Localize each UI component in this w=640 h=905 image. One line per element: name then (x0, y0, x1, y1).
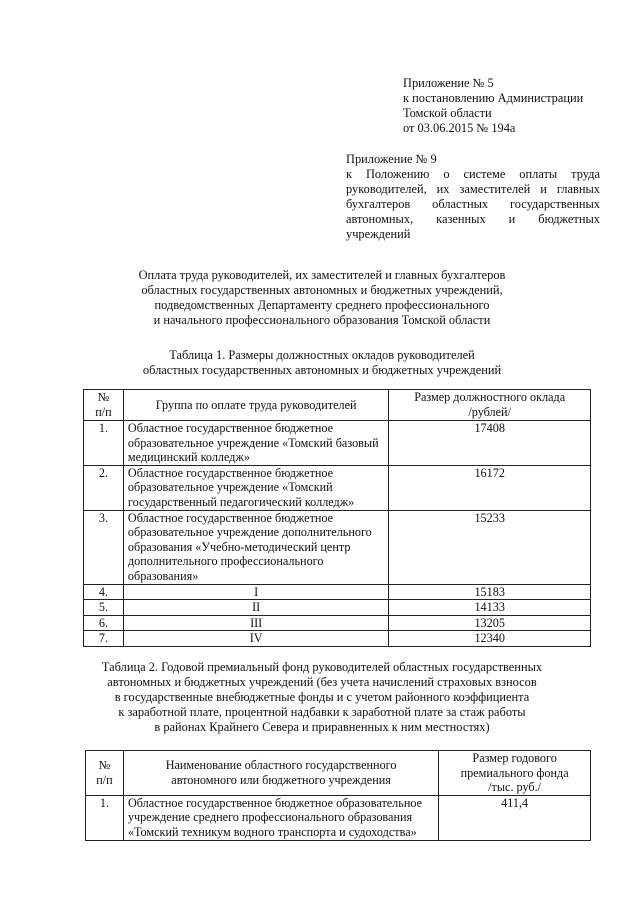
appendix-9-line: к Положению о системе оплаты труда (346, 167, 600, 181)
row-num: 6. (84, 615, 124, 631)
title-line: областных государственных автономных и бюджетных учреждений, (141, 283, 503, 297)
appendix-5-line: к постановлению Администрации (403, 91, 584, 105)
caption-line: в государственные внебюджетные фонды и с учетом районного коэффициента (114, 690, 530, 704)
row-num: 2. (84, 465, 124, 510)
row-group: II (123, 600, 388, 616)
row-name: Областное государственное бюджетное образовательное учреждение «Томский государственный педагогический колледж» (123, 465, 388, 510)
title-line: Оплата труда руководителей, их заместителей и главных бухгалтеров (138, 268, 506, 282)
appendix-5-line: Приложение № 5 (403, 76, 494, 90)
table-header-row (84, 390, 591, 421)
appendix-9-line: бухгалтеров областных государственных (346, 197, 600, 211)
row-num: 4. (84, 584, 124, 600)
header-num: № п/п (84, 390, 124, 421)
table-row (84, 600, 591, 616)
header-num: № п/п (86, 751, 124, 796)
table-row (84, 631, 591, 647)
table-row (84, 510, 591, 584)
title-line: подведомственных Департаменту среднего профессионального (154, 298, 490, 312)
title-line: и начального профессионального образования Томской области (153, 313, 491, 327)
caption-line: Таблица 1. Размеры должностных окладов руководителей (169, 348, 475, 362)
appendix-9-line: учреждений (346, 227, 411, 241)
row-name: Областное государственное бюджетное образовательное учреждение среднего профессионального образования «Томский техникум водного транспорта и судоходства» (123, 795, 438, 840)
row-value: 16172 (389, 465, 591, 510)
row-num: 1. (86, 795, 124, 840)
caption-line: Таблица 2. Годовой премиальный фонд руководителей областных государственных (101, 660, 543, 674)
row-group: I (123, 584, 388, 600)
document-title (60, 268, 584, 328)
caption-line: областных государственных автономных и бюджетных учреждений (142, 363, 502, 377)
header-group: Группа по оплате труда руководителей (123, 390, 388, 421)
table-row (84, 584, 591, 600)
row-value: 15183 (389, 584, 591, 600)
caption-line: в районах Крайнего Севера и приравненных к ним местностях) (154, 720, 490, 734)
row-name: Областное государственное бюджетное образовательное учреждение дополнительного образования «Учебно-методический центр дополнительного профессионального образования» (123, 510, 388, 584)
row-name: Областное государственное бюджетное образовательное учреждение «Томский базовый медицинский колледж» (123, 421, 388, 466)
appendix-9-line: автономных, казенных и бюджетных (346, 212, 600, 226)
header-salary: Размер должностного оклада /рублей/ (389, 390, 591, 421)
salary-table (83, 389, 591, 647)
appendix-9-heading: Приложение № 9 (346, 152, 437, 166)
caption-line: автономных и бюджетных учреждений (без учета начислений страховых взносов (107, 675, 537, 689)
table-row (86, 795, 591, 840)
row-value: 13205 (389, 615, 591, 631)
table-row (84, 465, 591, 510)
appendix-9-block (346, 152, 600, 242)
row-num: 1. (84, 421, 124, 466)
row-value: 12340 (389, 631, 591, 647)
table-header-row (86, 751, 591, 796)
table-row (84, 421, 591, 466)
row-value: 17408 (389, 421, 591, 466)
row-group: IV (123, 631, 388, 647)
caption-line: к заработной плате, процентной надбавки к заработной плате за стаж работы (118, 705, 526, 719)
row-value: 14133 (389, 600, 591, 616)
table-row (84, 615, 591, 631)
appendix-5-line: от 03.06.2015 № 194а (403, 121, 516, 135)
row-num: 5. (84, 600, 124, 616)
row-group: III (123, 615, 388, 631)
appendix-9-line: руководителей, их заместителей и главных (346, 182, 600, 196)
appendix-5-line: Томской области (403, 106, 492, 120)
appendix-5-block (403, 76, 603, 136)
row-num: 3. (84, 510, 124, 584)
bonus-fund-table (85, 750, 591, 841)
row-value: 15233 (389, 510, 591, 584)
table-2-caption (60, 660, 584, 735)
header-fund: Размер годового премиального фонда /тыс. руб./ (439, 751, 591, 796)
row-num: 7. (84, 631, 124, 647)
header-name: Наименование областного государственного автономного или бюджетного учреждения (123, 751, 438, 796)
table-1-caption (60, 348, 584, 378)
row-value: 411,4 (439, 795, 591, 840)
